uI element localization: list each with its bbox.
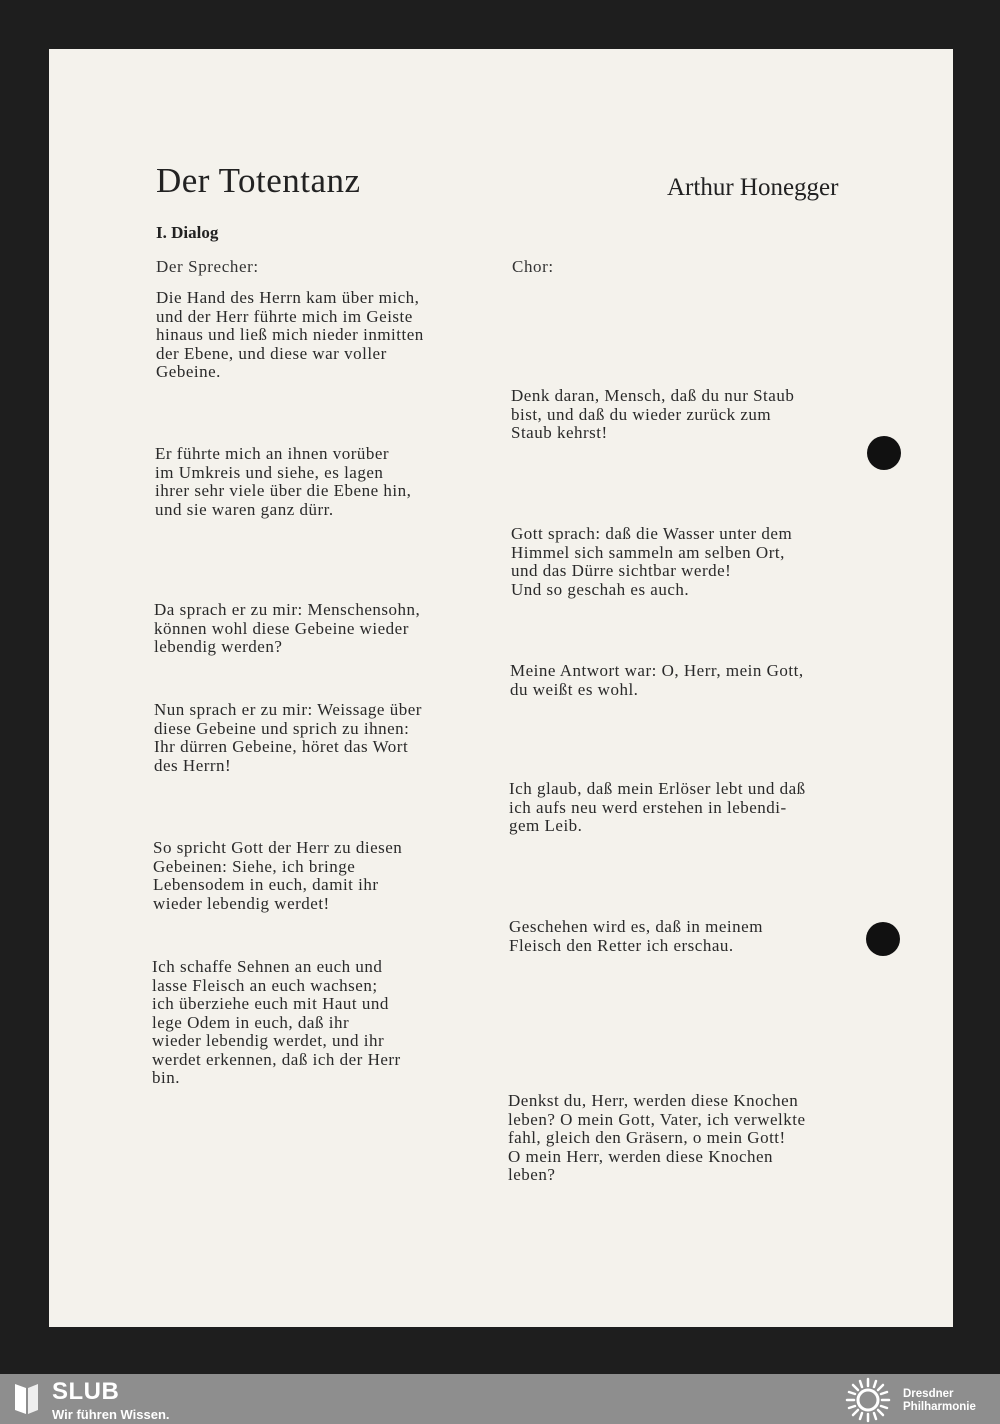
speaker-text-block: Die Hand des Herrn kam über mich, und der Herr führte mich im Geiste hinaus und ließ mich nieder inmitten der Ebene, und diese war voller Gebeine. xyxy=(156,288,424,381)
chorus-text-block: Ich glaub, daß mein Erlöser lebt und daß ich aufs neu werd erstehen in lebendi- gem Leib. xyxy=(509,779,806,835)
left-speaker-label: Der Sprecher: xyxy=(156,257,259,276)
composer-name: Arthur Honegger xyxy=(667,174,839,201)
punch-hole xyxy=(867,436,901,470)
speaker-text-block: Da sprach er zu mir: Menschensohn, können wohl diese Gebeine wieder lebendig werden? xyxy=(154,600,421,656)
footer-bar xyxy=(0,1374,1000,1424)
speaker-text-block: Nun sprach er zu mir: Weissage über diese Gebeine und sprich zu ihnen: Ihr dürren Gebeine, höret das Wort des Herrn! xyxy=(154,700,422,775)
chorus-text-block: Geschehen wird es, daß in meinem Fleisch den Retter ich erschau. xyxy=(509,917,763,955)
chorus-text-block: Denkst du, Herr, werden diese Knochen leben? O mein Gott, Vater, ich verwelkte fahl, gleich den Gräsern, o mein Gott! O mein Herr, werden diese Knochen leben? xyxy=(508,1091,806,1184)
chorus-text-block: Denk daran, Mensch, daß du nur Staub bist, und daß du wieder zurück zum Staub kehrst! xyxy=(511,386,795,442)
speaker-text-block: So spricht Gott der Herr zu diesen Gebeinen: Siehe, ich bringe Lebensodem in euch, damit ihr wieder lebendig werdet! xyxy=(153,838,403,913)
speaker-text-block: Er führte mich an ihnen vorüber im Umkreis und siehe, es lagen ihrer sehr viele über die Ebene hin, und sie waren ganz dürr. xyxy=(155,444,412,519)
speaker-text-block: Ich schaffe Sehnen an euch und lasse Fleisch an euch wachsen; ich überziehe euch mit Haut und lege Odem in euch, daß ihr wieder lebendig werdet, und ihr werdet erkennen, daß ich der Herr bin. xyxy=(152,957,401,1087)
punch-hole xyxy=(866,922,900,956)
section-heading: I. Dialog xyxy=(156,223,219,242)
partner-name[interactable] xyxy=(903,1388,976,1414)
book-icon[interactable] xyxy=(12,1380,40,1416)
right-speaker-label: Chor: xyxy=(512,257,554,276)
partner-name-line1: Dresdner xyxy=(903,1388,954,1400)
chorus-text-block: Meine Antwort war: O, Herr, mein Gott, du weißt es wohl. xyxy=(510,661,804,699)
document-page xyxy=(49,49,953,1327)
sunburst-icon[interactable] xyxy=(840,1377,896,1423)
chorus-text-block: Gott sprach: daß die Wasser unter dem Himmel sich sammeln am selben Ort, und das Dürre sichtbar werde! Und so geschah es auch. xyxy=(511,524,793,599)
page-title: Der Totentanz xyxy=(156,161,361,200)
slub-tagline: Wir führen Wissen. xyxy=(52,1407,170,1422)
slub-name[interactable]: SLUB xyxy=(52,1378,120,1405)
partner-name-line2: Philharmonie xyxy=(903,1401,976,1413)
